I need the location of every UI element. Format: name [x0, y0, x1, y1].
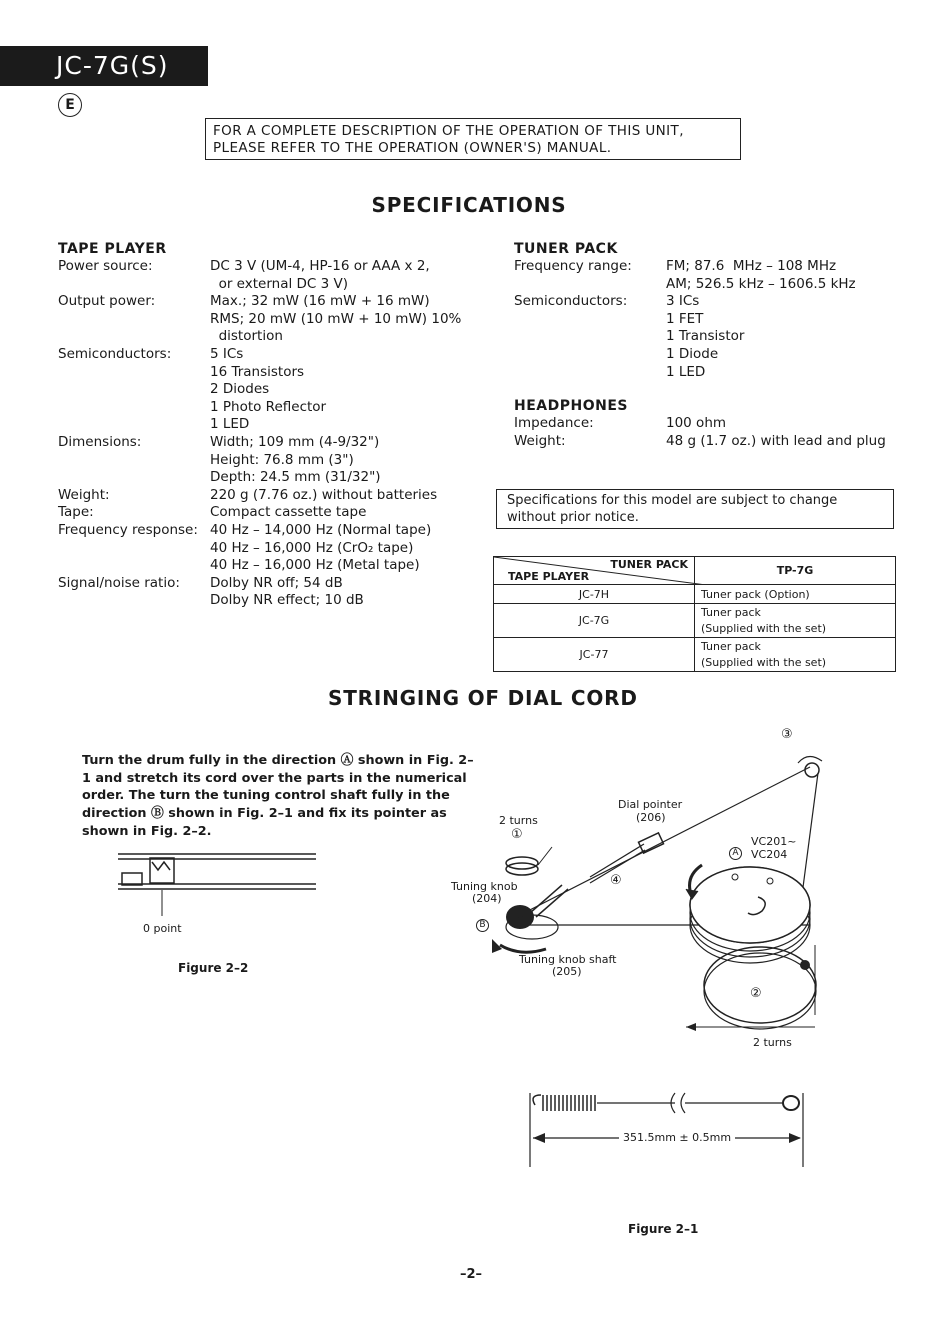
spec-value: 1 Diode — [666, 346, 719, 362]
spec-value: 1 FET — [666, 310, 704, 327]
compat-col-header: TUNER PACK — [610, 558, 688, 571]
spec-value: Dolby NR off; 54 dB — [210, 574, 343, 591]
spec-value: 2 Diodes — [210, 381, 270, 398]
dial-pointer-label: Dial pointer — [618, 798, 683, 811]
spec-label: Power source: — [58, 258, 153, 274]
compat-player-cell: JC-7G — [494, 604, 695, 638]
spec-value: 16 Transistors — [210, 363, 305, 380]
spec-value: 1 LED — [210, 416, 250, 433]
spec-label: Semiconductors: — [514, 293, 628, 310]
spec-label: Weight: — [58, 486, 110, 503]
figure-2-2-caption: Figure 2–2 — [178, 961, 249, 975]
vc-label-bottom: VC204 — [751, 848, 788, 861]
compat-line1: Tuner pack — [701, 605, 761, 619]
spec-value: AM; 526.5 kHz – 1606.5 kHz — [666, 275, 856, 292]
table-row — [494, 585, 896, 604]
compat-diagonal-header — [494, 557, 695, 585]
compat-player-cell: JC-7H — [494, 585, 695, 604]
spec-value: 220 g (7.76 oz.) without batteries — [210, 486, 438, 503]
spec-value: Width; 109 mm (4-9/32") — [210, 434, 380, 450]
spec-label: Impedance: — [514, 415, 594, 431]
spec-value: 40 Hz – 16,000 Hz (CrO₂ tape) — [210, 539, 414, 556]
spec-value: 1 Photo Reflector — [210, 398, 327, 415]
compat-line1: Tuner pack (Option) — [701, 587, 810, 601]
spec-value: 40 Hz – 16,000 Hz (Metal tape) — [210, 557, 420, 574]
spec-value: 40 Hz – 14,000 Hz (Normal tape) — [210, 522, 432, 538]
shaft-num: (205) — [552, 965, 582, 978]
spec-value: 5 ICs — [210, 346, 244, 362]
spec-value: Height: 76.8 mm (3") — [210, 451, 354, 468]
tuning-knob-label: Tuning knob — [451, 880, 518, 893]
change-note: Specifications for this model are subject to change without prior notice. — [496, 489, 894, 529]
spec-value: 48 g (1.7 oz.) with lead and plug — [666, 432, 886, 449]
step-4-marker: ④ — [610, 873, 622, 888]
spec-label: Semiconductors: — [58, 346, 172, 362]
spec-value: 1 LED — [666, 363, 706, 380]
step-3-marker: ③ — [781, 727, 793, 742]
headphones-heading: HEADPHONES — [514, 398, 628, 414]
tape-player-heading: TAPE PLAYER — [58, 241, 167, 257]
figure-2-2-drawing — [112, 848, 322, 918]
spec-label: Dimensions: — [58, 434, 142, 450]
tuner-pack-heading: TUNER PACK — [514, 241, 618, 257]
table-row — [494, 638, 896, 672]
cord-length-label: 351.5mm ± 0.5mm — [623, 1131, 732, 1144]
two-turns-bottom-label: 2 turns — [753, 1036, 792, 1049]
compat-model-header: TP-7G — [695, 557, 896, 585]
stringing-instructions: Turn the drum fully in the direction Ⓐ shown in Fig. 2–1 and stretch its cord over the parts in the numerical order. The turn the tuning control shaft fully in the direction Ⓑ shown in Fig. 2–1 and fix its pointer as shown in Fig. 2–2. — [82, 753, 474, 839]
spec-value: DC 3 V (UM-4, HP-16 or AAA x 2, — [210, 258, 430, 274]
spec-value: RMS; 20 mW (10 mW + 10 mW) 10% — [210, 310, 462, 327]
specifications-title: SPECIFICATIONS — [371, 193, 567, 217]
spec-value: or external DC 3 V) — [210, 275, 349, 292]
shaft-label: Tuning knob shaft — [519, 953, 617, 966]
compat-line2: (Supplied with the set) — [701, 655, 827, 669]
compat-tuner-cell — [695, 585, 896, 604]
operation-notice: FOR A COMPLETE DESCRIPTION OF THE OPERATION OF THIS UNIT, PLEASE REFER TO THE OPERATION (OWNER'S) MANUAL. — [205, 118, 741, 160]
zero-point-label: 0 point — [143, 922, 182, 935]
spec-label: Output power: — [58, 293, 156, 310]
spec-value: distortion — [210, 328, 283, 345]
page-number: –2– — [460, 1267, 483, 1282]
dial-pointer-num: (206) — [636, 811, 666, 824]
spec-value: Max.; 32 mW (16 mW + 16 mW) — [210, 293, 430, 310]
spec-value: 100 ohm — [666, 415, 727, 431]
tuning-knob-num: (204) — [472, 892, 502, 905]
figure-2-1-caption: Figure 2–1 — [628, 1222, 699, 1236]
table-row — [494, 604, 896, 638]
spec-label: Frequency response: — [58, 522, 198, 538]
spec-value: Depth: 24.5 mm (31/32") — [210, 469, 381, 486]
spec-value: Compact cassette tape — [210, 504, 367, 521]
direction-b-marker: B — [476, 919, 489, 932]
spec-value: 1 Transistor — [666, 328, 745, 345]
spec-label: Signal/noise ratio: — [58, 574, 180, 591]
spec-label: Tape: — [58, 504, 94, 521]
stringing-title: STRINGING OF DIAL CORD — [328, 686, 638, 710]
spec-label: Frequency range: — [514, 258, 632, 274]
compat-tuner-cell — [695, 604, 896, 638]
model-badge: JC-7G(S) — [0, 46, 208, 86]
step-1-marker: ① — [511, 827, 523, 842]
vc-label-top: VC201~ — [751, 835, 797, 848]
cord-length-drawing — [525, 1085, 815, 1175]
spec-label: Weight: — [514, 432, 566, 449]
direction-a-marker: A — [729, 847, 742, 860]
compat-player-cell: JC-77 — [494, 638, 695, 672]
spec-value: FM; 87.6 MHz – 108 MHz — [666, 258, 837, 274]
region-mark: E — [58, 93, 82, 117]
spec-value: 3 ICs — [666, 293, 700, 310]
compat-row-header: TAPE PLAYER — [508, 570, 590, 583]
compat-line1: Tuner pack — [701, 639, 761, 653]
compat-table — [493, 556, 896, 672]
spec-value: Dolby NR effect; 10 dB — [210, 592, 364, 609]
two-turns-top-label: 2 turns — [499, 814, 538, 827]
step-2-marker: ② — [750, 986, 762, 1001]
compat-tuner-cell — [695, 638, 896, 672]
compat-line2: (Supplied with the set) — [701, 621, 827, 635]
